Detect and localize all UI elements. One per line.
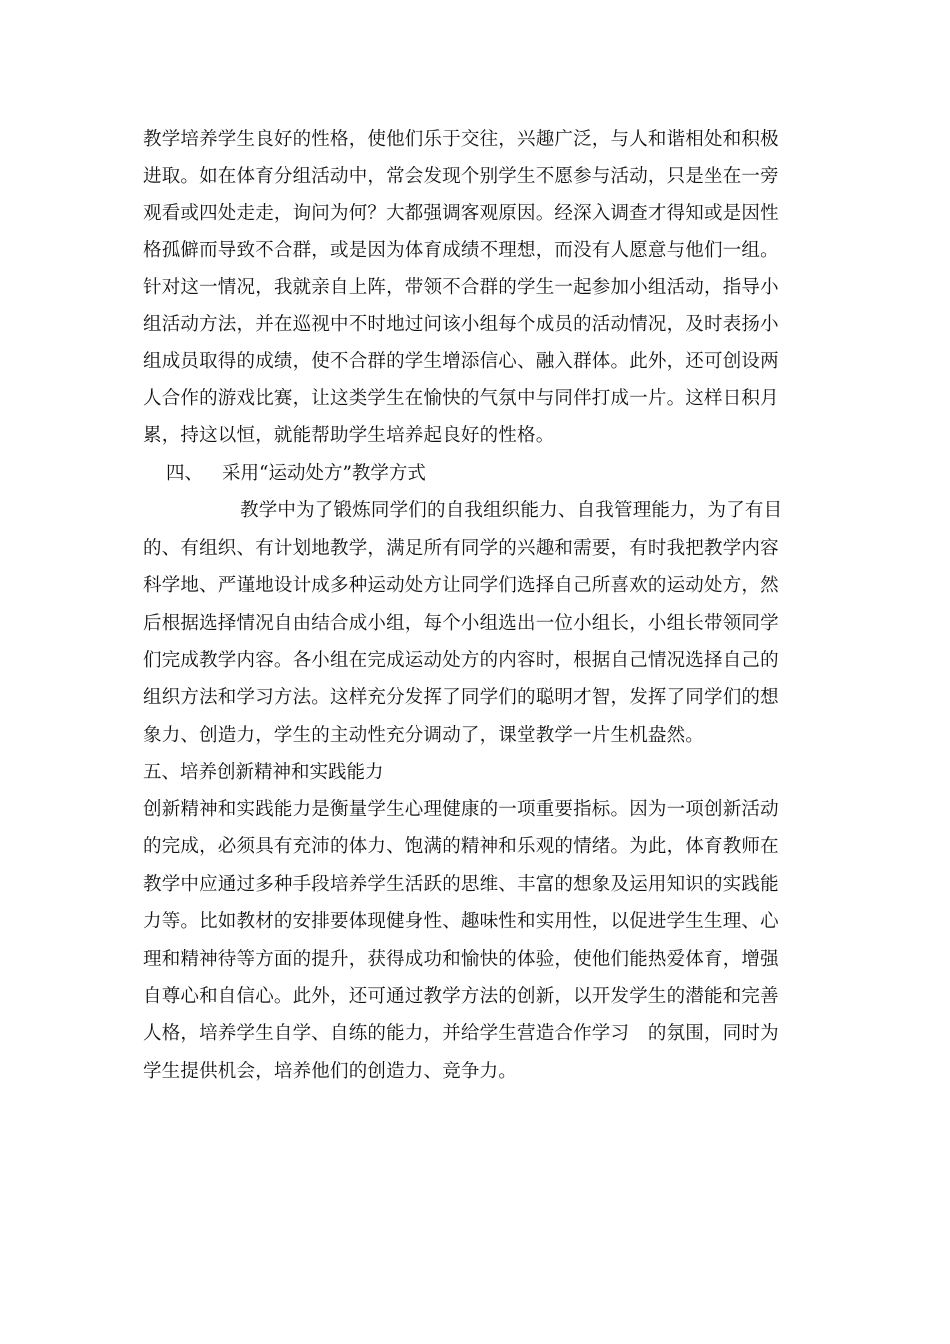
paragraph-3-line: 力等。比如教材的安排要体现健身性、趣味性和实用性，以促进学生生理、心 — [143, 911, 779, 932]
paragraph-3-line: 人格，培养学生自学、自练的能力，并给学生营造合作学习 的氛围，同时为 — [143, 1023, 779, 1044]
paragraph-2-line: 科学地、严谨地设计成多种运动处方让同学们选择自己所喜欢的运动处方，然 — [143, 575, 779, 596]
paragraph-2-line: 后根据选择情况自由结合成小组，每个小组选出一位小组长，小组长带领同学 — [143, 613, 779, 634]
paragraph-1-line: 人合作的游戏比赛，让这类学生在愉快的气氛中与同伴打成一片。这样日积月 — [143, 388, 779, 409]
paragraph-1-line: 观看或四处走走，询问为何？大都强调客观原因。经深入调查才得知或是因性 — [143, 203, 779, 224]
paragraph-2-line: 象力、创造力，学生的主动性充分调动了，课堂教学一片生机盎然。 — [143, 725, 705, 746]
paragraph-1-line: 累，持这以恒，就能帮助学生培养起良好的性格。 — [143, 425, 555, 446]
heading-4-title: 采用“运动处方”教学方式 — [222, 463, 426, 484]
paragraph-3-line: 创新精神和实践能力是衡量学生心理健康的一项重要指标。因为一项创新活动 — [143, 799, 779, 820]
paragraph-1-line: 组成员取得的成绩，使不合群的学生增添信心、融入群体。此外，还可创设两 — [143, 351, 779, 372]
paragraph-3-line: 自尊心和自信心。此外，还可通过教学方法的创新，以开发学生的潜能和完善 — [143, 986, 779, 1007]
heading-4-number: 四、 — [166, 463, 204, 484]
paragraph-2-line: 组织方法和学习方法。这样充分发挥了同学们的聪明才智，发挥了同学们的想 — [143, 687, 779, 708]
paragraph-1-line: 针对这一情况，我就亲自上阵，带领不合群的学生一起参加小组活动，指导小 — [143, 277, 779, 298]
paragraph-3-line: 学生提供机会，培养他们的创造力、竞争力。 — [143, 1061, 518, 1082]
paragraph-3-line: 教学中应通过多种手段培养学生活跃的思维、丰富的想象及运用知识的实践能 — [143, 874, 779, 895]
paragraph-1-line: 教学培养学生良好的性格，使他们乐于交往，兴趣广泛，与人和谐相处和积极 — [143, 129, 779, 150]
paragraph-3-line: 理和精神待等方面的提升，获得成功和愉快的体验，使他们能热爱体育，增强 — [143, 949, 779, 970]
paragraph-3-line: 的完成，必须具有充沛的体力、饱满的精神和乐观的情绪。为此，体育教师在 — [143, 836, 779, 857]
paragraph-1-line: 进取。如在体育分组活动中，常会发现个别学生不愿参与活动，只是坐在一旁 — [143, 166, 779, 187]
heading-5-title: 五、培养创新精神和实践能力 — [143, 762, 384, 783]
paragraph-2-line: 们完成教学内容。各小组在完成运动处方的内容时，根据自己情况选择自己的 — [143, 650, 779, 671]
paragraph-1-line: 组活动方法，并在巡视中不时地过问该小组每个成员的活动情况，及时表扬小 — [143, 314, 779, 335]
paragraph-2-line: 教学中为了锻炼同学们的自我组织能力、自我管理能力，为了有目 — [240, 500, 783, 521]
paragraph-1-line: 格孤僻而导致不合群，或是因为体育成绩不理想，而没有人愿意与他们一组。 — [143, 240, 779, 261]
paragraph-2-line: 的、有组织、有计划地教学，满足所有同学的兴趣和需要，有时我把教学内容 — [143, 538, 779, 559]
